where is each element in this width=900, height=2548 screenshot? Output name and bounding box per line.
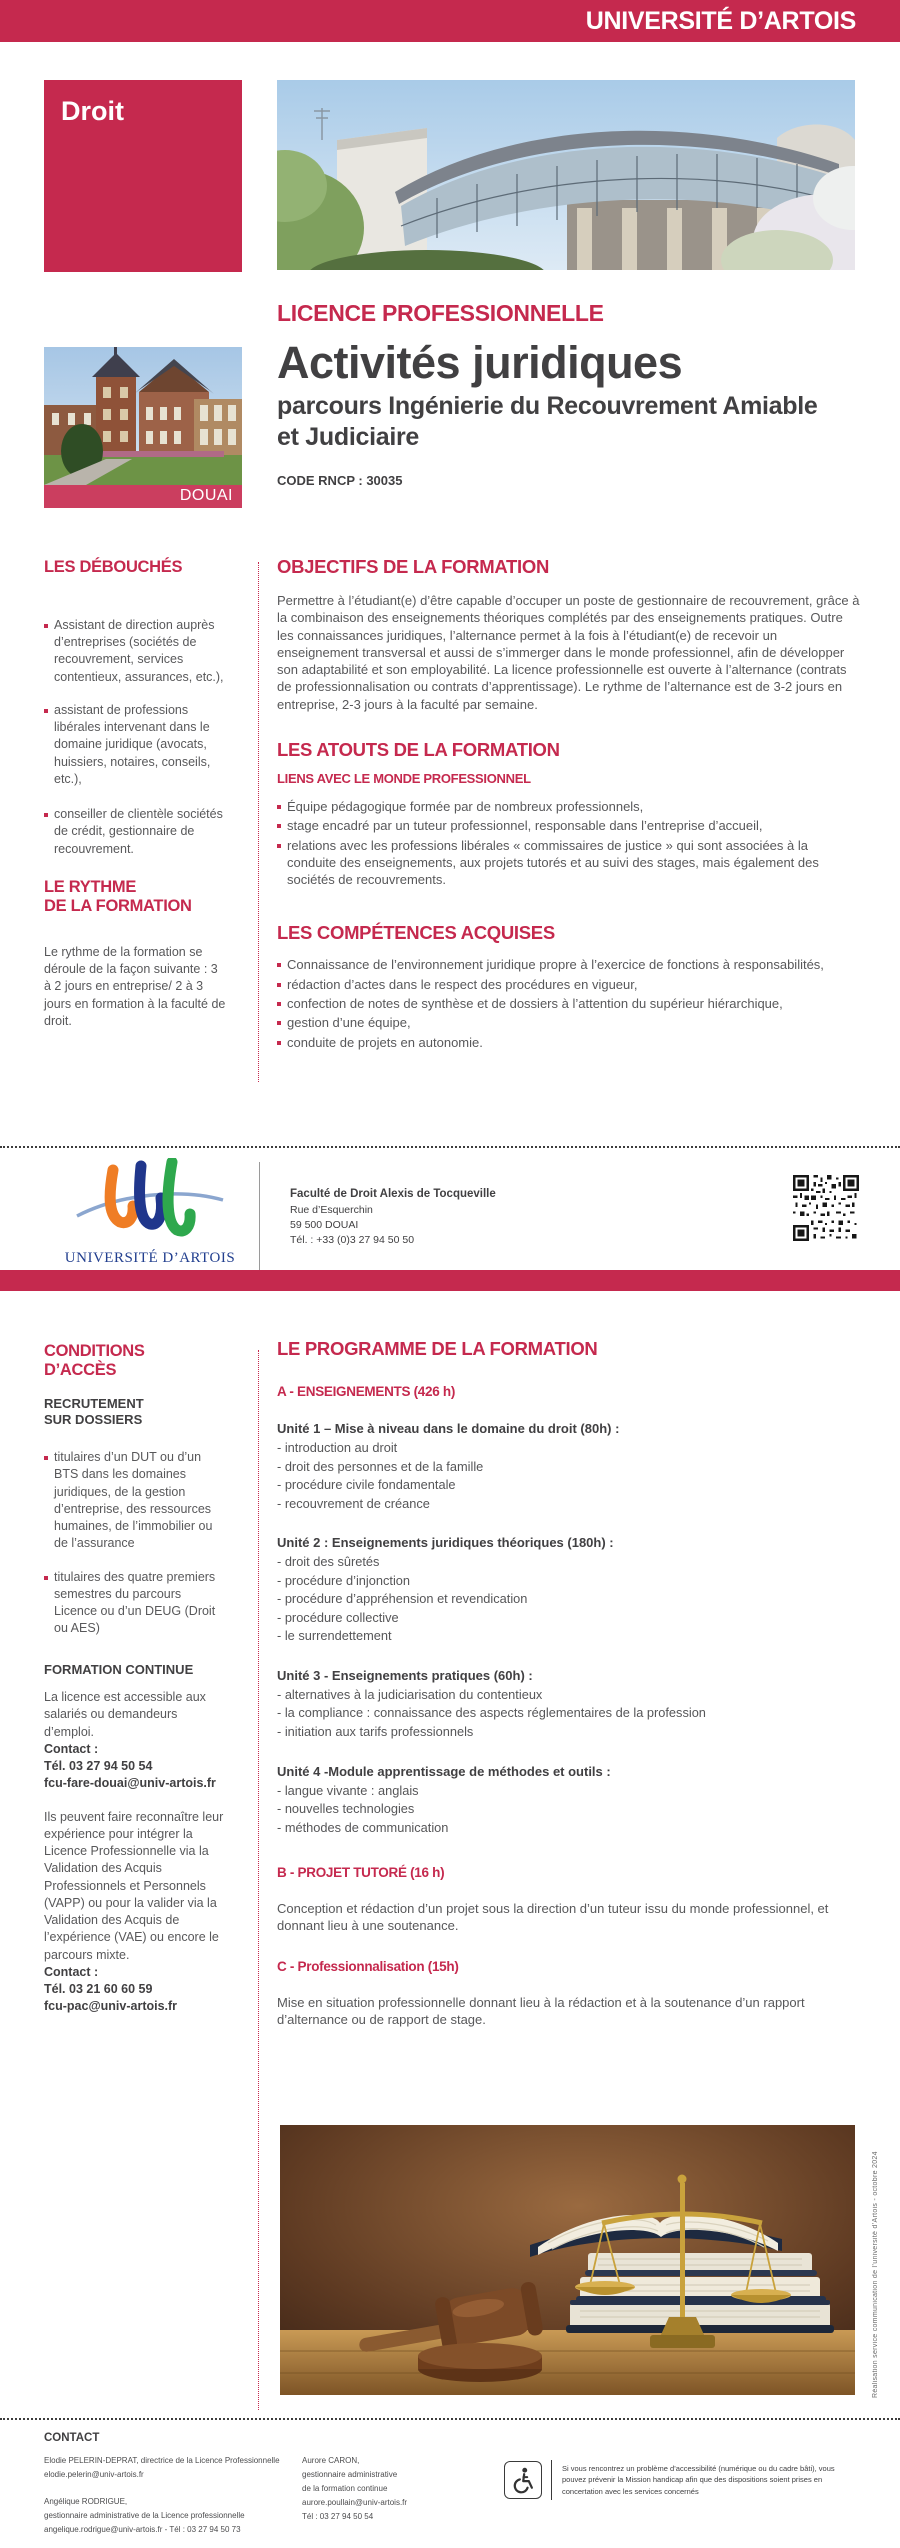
list-item (44, 702, 226, 788)
square-bullet-icon (44, 1576, 48, 1580)
unit-item: - le surrendettement (277, 1628, 392, 1644)
list-item (277, 995, 860, 1012)
conditions-heading (44, 1342, 226, 1380)
debouches-list (44, 617, 226, 858)
programme-heading: LE PROGRAMME DE LA FORMATION (277, 1338, 598, 1359)
contact-role: gestionnaire administrative de la Licence professionnelle (44, 2511, 245, 2520)
square-bullet-icon (44, 709, 48, 713)
list-item-text: Connaissance de l’environnement juridique propre à l’exercice de fonctions à responsabilités, (287, 957, 824, 973)
rythme-text: Le rythme de la formation se déroule de la façon suivante : 3 à 2 jours en entreprise/ 2 à 3 jours en formation à la faculté de droit. (44, 944, 226, 1028)
contact-email: fcu-pac@univ-artois.fr (44, 1999, 178, 2014)
unit-item: - alternatives à la judiciarisation du contentieux (277, 1686, 543, 1702)
unit-item: - recouvrement de créance (277, 1495, 430, 1511)
list-item-text: confection de notes de synthèse et de dossiers à l’attention du supérieur hiérarchique, (287, 995, 783, 1011)
square-bullet-icon (277, 824, 281, 828)
list-item (277, 837, 860, 889)
list-item-text: titulaires des quatre premiers semestres du parcours Licence ou d’un DEUG (Droit ou AES) (54, 1569, 216, 1636)
programme-section-a: A - ENSEIGNEMENTS (426 h) (277, 1384, 456, 1399)
contact-role: gestionnaire administrative (302, 2470, 398, 2479)
contact-block-1 (44, 1741, 226, 1793)
accessibility-note (504, 2460, 854, 2500)
list-item (44, 1569, 226, 1638)
square-bullet-icon (277, 1021, 281, 1025)
programme-section-b: B - PROJET TUTORÉ (16 h) (277, 1865, 445, 1881)
list-item-text: stage encadré par un tuteur professionnel, responsable dans l’entreprise d’accueil, (287, 818, 763, 834)
contact-person: Aurore CARON, (302, 2456, 360, 2465)
douai-banner (44, 485, 242, 508)
column-divider-bottom (258, 1350, 259, 2410)
unit-item: - langue vivante : anglais (277, 1782, 419, 1798)
list-item-text: titulaires d’un DUT ou d’un BTS dans les domaines juridiques, de la gestion d’entreprise, des ressources humaines, de l’immobilier ou de l’assurance (54, 1450, 213, 1551)
contact-label: Contact : (44, 1964, 99, 1979)
square-bullet-icon (277, 1002, 281, 1006)
unit-item: - procédure d’appréhension et revendication (277, 1591, 528, 1607)
credit-vertical-text: Réalisation service communication de l’université d’Artois - octobre 2024 (872, 2151, 879, 2398)
rythme-heading-line2: DE LA FORMATION (44, 896, 192, 915)
contact-email: aurore.poullain@univ-artois.fr (302, 2498, 408, 2507)
conditions-list (44, 1449, 226, 1638)
list-item-text: Équipe pédagogique formée par de nombreux professionnels, (287, 798, 644, 814)
objectifs-text: Permettre à l’étudiant(e) d’être capable d’occuper un poste de gestionnaire de recouvrement, grâce à la combinaison des enseignements théoriques complétés par des enseignements pratiques. Outre les connaissances juridiques, l’alternance permet à la fois à l’étudiant(e) de recevoir un enseignement transversal et aussi de s’immerger dans le monde professionnel, afin de développer son adaptabilité et son employabilité. La licence professionnelle est ouverte à l’alternance (contrats de professionnalisation ou contrats d’apprentissage). Le rythme de l’alternance est de 3-2 jours en entreprise, 2-3 jours à la faculté par semaine. (277, 593, 860, 712)
list-item (44, 806, 226, 858)
douai-building-image (44, 347, 242, 485)
program-title: Activités juridiques (277, 337, 683, 388)
list-item (277, 976, 860, 993)
contact-label: Contact : (44, 1741, 99, 1756)
campus-photo (277, 80, 855, 270)
logo-wordmark: UNIVERSITÉ D’ARTOIS (64, 1250, 236, 1266)
unit-title: Unité 1 – Mise à niveau dans le domaine du droit (80h) : (277, 1421, 620, 1436)
accessibility-text: Si vous rencontrez un problème d’accessibilité (numérique ou du cadre bâti), vous pouvez prévenir la Mission handicap afin que des dispositions soient prises en concertation avec les services concernés (562, 2464, 835, 2496)
faculty-name: Faculté de Droit Alexis de Tocqueville (290, 1188, 496, 1200)
unit-title: Unité 4 -Module apprentissage de méthodes et outils : (277, 1763, 611, 1779)
university-name: UNIVERSITÉ D’ARTOIS (585, 7, 856, 35)
conditions-heading-line2: D’ACCÈS (44, 1360, 117, 1379)
contact-person: Angélique RODRIGUE, (44, 2497, 128, 2506)
qr-code (793, 1175, 859, 1241)
contact-phone: Tél. 03 27 94 50 54 (44, 1759, 153, 1774)
rythme-heading-line1: LE RYTHME (44, 877, 137, 896)
list-item (277, 956, 860, 973)
objectifs-heading: OBJECTIFS DE LA FORMATION (277, 556, 550, 577)
unit-item: - procédure collective (277, 1609, 399, 1625)
program-kicker: LICENCE PROFESSIONNELLE (277, 300, 604, 326)
faculty-street: Rue d’Esquerchin (290, 1203, 373, 1216)
unit-item: - méthodes de communication (277, 1819, 449, 1835)
list-item (44, 1449, 226, 1553)
unit-title: Unité 3 - Enseignements pratiques (60h) : (277, 1667, 533, 1683)
list-item (44, 617, 226, 686)
list-item-text: conduite de projets en autonomie. (287, 1034, 483, 1050)
unit-item: - droit des personnes et de la famille (277, 1458, 484, 1474)
program-header (277, 300, 867, 488)
square-bullet-icon (277, 963, 281, 967)
section-formation-info (277, 556, 860, 1051)
programme-unit-2 (277, 1535, 860, 1646)
list-item-text: relations avec les professions libérales « commissaires de justice » qui sont associées à la conduite des enseignements, aux projets tutorés et au suivi des stages, mais également des sociétés de recouvrements. (287, 837, 819, 888)
contact-secondary (302, 2454, 502, 2537)
contact-primary (44, 2454, 302, 2537)
recrutement-subheading (44, 1396, 226, 1427)
unit-item: - procédure civile fondamentale (277, 1477, 456, 1493)
recrutement-line2: SUR DOSSIERS (44, 1411, 143, 1427)
atouts-subheading: LIENS AVEC LE MONDE PROFESSIONNEL (277, 770, 531, 786)
competences-heading: LES COMPÉTENCES ACQUISES (277, 922, 555, 944)
column-divider-top (258, 562, 259, 1082)
contact-phone: Tél. 03 21 60 60 59 (44, 1982, 153, 1997)
square-bullet-icon (44, 1456, 48, 1460)
contact-phone: Tél : 03 27 94 50 54 (302, 2512, 374, 2521)
unit-item: - la compliance : connaissance des aspects réglementaires de la profession (277, 1705, 706, 1721)
atouts-list (277, 798, 860, 888)
competences-list (277, 956, 860, 1050)
professionnalisation-text: Mise en situation professionnelle donnant lieu à la rédaction et à la soutenance d’un rapport d’alternance ou de rapport de stage. (277, 1994, 805, 2028)
programme-unit-4 (277, 1764, 860, 1838)
wheelchair-icon (504, 2461, 542, 2499)
university-logo (58, 1158, 242, 1267)
unit-item: - nouvelles technologies (277, 1801, 415, 1817)
category-box (44, 80, 242, 272)
programme-unit-1 (277, 1421, 860, 1513)
contact-section (44, 2432, 564, 2537)
unit-item: - droit des sûretés (277, 1554, 380, 1570)
list-item-text: gestion d’une équipe, (287, 1015, 411, 1031)
address-divider (259, 1162, 260, 1270)
dotted-separator-bottom (0, 2418, 900, 2420)
square-bullet-icon (277, 983, 281, 987)
square-bullet-icon (277, 805, 281, 809)
program-subtitle-line1: parcours Ingénierie du Recouvrement Amiable (277, 392, 818, 420)
douai-photo (44, 347, 242, 508)
dotted-separator-top (0, 1146, 900, 1148)
program-code: CODE RNCP : 30035 (277, 473, 403, 488)
section-conditions (44, 1342, 226, 2016)
unit-item: - introduction au droit (277, 1440, 398, 1455)
vae-text: Ils peuvent faire reconnaître leur expérience pour intégrer la Licence Professionnelle via la Validation des Acquis Professionnels et Personnels (VAPP) ou pour la valider via la Validation des Acquis de l’expérience (VAE) ou encore le parcours mixte. (44, 1809, 224, 1962)
contact-role: de la formation continue (302, 2484, 388, 2493)
faculty-city: 59 500 DOUAI (290, 1218, 359, 1231)
contact-email: angelique.rodrigue@univ-artois.fr - Tél : 03 27 94 50 73 (44, 2525, 241, 2534)
formation-continue-subheading: FORMATION CONTINUE (44, 1661, 194, 1677)
square-bullet-icon (44, 813, 48, 817)
unit-item: - procédure d’injonction (277, 1572, 411, 1588)
unit-item: - initiation aux tarifs professionnels (277, 1724, 474, 1740)
contact-block-2 (44, 1964, 226, 2016)
debouches-heading: LES DÉBOUCHÉS (44, 558, 183, 576)
formation-continue-text: La licence est accessible aux salariés ou demandeurs d’emploi. (44, 1690, 206, 1739)
list-item-text: Assistant de direction auprès d’entreprises (sociétés de recouvrement, services contentieux, assurances, etc.), (54, 617, 224, 684)
douai-label: DOUAI (179, 487, 233, 504)
program-subtitle-line2: et Judiciaire (277, 423, 419, 451)
square-bullet-icon (277, 844, 281, 848)
contact-email: elodie.pelerin@univ-artois.fr (44, 2470, 144, 2479)
accessibility-divider (551, 2460, 552, 2500)
list-item (277, 798, 860, 815)
recrutement-line1: RECRUTEMENT (44, 1395, 144, 1411)
projet-tutore-text: Conception et rédaction d’un projet sous la direction d’un tuteur issu du monde professionnel, et donnant lieu à une soutenance. (277, 1901, 829, 1934)
artois-emblem-icon (75, 1158, 225, 1246)
list-item (277, 1034, 860, 1051)
atouts-heading: LES ATOUTS DE LA FORMATION (277, 738, 560, 760)
top-banner (0, 0, 900, 42)
list-item (277, 817, 860, 834)
rythme-heading (44, 878, 226, 916)
square-bullet-icon (44, 624, 48, 628)
category-label: Droit (61, 96, 124, 126)
list-item (277, 1014, 860, 1031)
justice-photo (280, 2125, 855, 2395)
unit-title: Unité 2 : Enseignements juridiques théoriques (180h) : (277, 1535, 614, 1551)
section-programme (277, 1338, 860, 2028)
list-item-text: conseiller de clientèle sociétés de crédit, gestionnaire de recouvrement. (54, 807, 223, 856)
square-bullet-icon (277, 1041, 281, 1045)
list-item-text: assistant de professions libérales intervenant dans le domaine juridique (avocats, huissiers, notaires, conseils, etc.), (54, 702, 211, 786)
red-band-separator (0, 1270, 900, 1291)
contact-person: Elodie PELERIN-DEPRAT, directrice de la Licence Professionnelle (44, 2456, 280, 2465)
contact-heading: CONTACT (44, 2432, 100, 2444)
section-debouches (44, 558, 226, 1030)
faculty-address (290, 1186, 496, 1248)
programme-unit-3 (277, 1668, 860, 1742)
list-item-text: rédaction d’actes dans le respect des procédures en vigueur, (287, 976, 638, 992)
contact-email: fcu-fare-douai@univ-artois.fr (44, 1776, 216, 1791)
conditions-heading-line1: CONDITIONS (44, 1342, 145, 1360)
programme-section-c: C - Professionnalisation (15h) (277, 1958, 459, 1974)
faculty-phone: Tél. : +33 (0)3 27 94 50 50 (290, 1234, 415, 1247)
